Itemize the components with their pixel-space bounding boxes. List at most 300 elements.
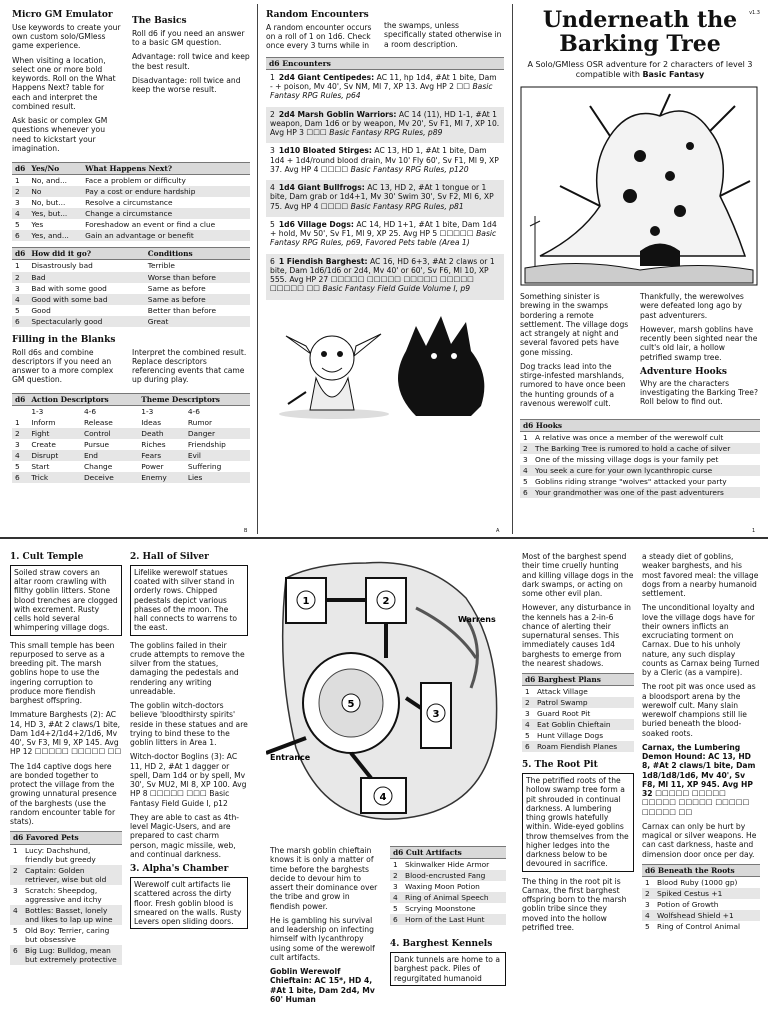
page-title-page xyxy=(520,8,760,498)
table-cell: Evil xyxy=(185,450,250,461)
table-cell: Control xyxy=(81,428,138,439)
list-item xyxy=(266,180,504,217)
table-row xyxy=(12,283,250,294)
paragraph: Interpret the combined result. Replace descriptors referencing events that came up during play. xyxy=(132,347,247,385)
paragraph: Thankfully, the werewolves were defeated long ago by past adventurers. xyxy=(640,292,744,320)
table-row xyxy=(12,472,250,483)
table-row xyxy=(12,230,250,241)
table-row xyxy=(520,476,760,487)
roll-number: 3 xyxy=(270,146,275,156)
monster-name: 2d4 Marsh Goblin Warriors: xyxy=(278,109,397,119)
table-row xyxy=(520,443,760,454)
table-cell: 1 xyxy=(523,433,528,443)
table-cell: Change a circumstance xyxy=(82,208,250,219)
table-cell: 4 xyxy=(642,910,654,921)
encounter-table-header: d6 Encounters xyxy=(266,57,504,70)
table-cell: 3 xyxy=(15,439,20,449)
monster-name: 1 Fiendish Barghest: xyxy=(278,256,368,266)
how-did-it-go-table xyxy=(12,247,250,326)
table-row xyxy=(642,888,760,899)
table-row xyxy=(520,487,760,498)
list-item xyxy=(266,217,504,254)
paragraph: The unconditional loyalty and love the village dogs have for their owners inflicts an excruciating torment on Carnax. Due to his unholy nature, any such display counts as Carnax being Turned by a Cleric (as a vampire). xyxy=(642,603,760,677)
column-header: d6 Favored Pets xyxy=(10,832,122,844)
sub-header: 1-3 xyxy=(31,406,44,416)
table-cell: 4 xyxy=(12,208,28,219)
table-cell: 3 xyxy=(15,198,20,208)
column-cult-temple xyxy=(10,552,122,965)
read-aloud-box: Dank tunnels are home to a barghest pack. Piles of regurgitated humanoid xyxy=(390,952,506,986)
table-cell: Pursue xyxy=(83,439,110,449)
table-cell: Death xyxy=(138,428,185,439)
table-cell: End xyxy=(81,450,138,461)
paragraph: When visiting a location, select one or more bold keywords. Roll on the What Happens Next? table for each and interpret the combined result. xyxy=(12,55,116,111)
table-cell: Your grandmother was one of the past adventurers xyxy=(532,487,760,498)
goblin-barghest-illustration xyxy=(266,306,501,426)
table-cell: Riches xyxy=(141,439,166,449)
source-ref: Basic Fantasy Field Guide Volume I, p9 xyxy=(322,284,471,294)
map-room-label: 4 xyxy=(379,792,387,803)
table-row xyxy=(10,945,122,965)
table-row xyxy=(522,719,634,730)
roll-number: 1 xyxy=(270,72,275,82)
page-number: B xyxy=(244,528,248,534)
column-header: Action Descriptors xyxy=(28,393,138,405)
section-title: 3. Alpha's Chamber xyxy=(130,864,229,875)
table-cell: One of the missing village dogs is your family pet xyxy=(535,455,719,465)
table-row xyxy=(10,844,122,865)
paragraph: Something sinister is brewing in the swamps bordering a remote settlement. The village dogs act strangely at night and several favored pets have gone missing. xyxy=(520,292,629,357)
map-room-label: 5 xyxy=(347,699,355,710)
roll-number: 4 xyxy=(270,183,275,193)
stat-block: Witch-doctor Boglins (3): AC 11, HD 2, #At 1 dagger or spell, Dam 1d4 or by spell, Mv 30', Sv MU2, Ml 8, XP 100. Avg HP 8 ☐☐☐☐☐ ☐☐☐ Basic Fantasy Field Guide I, p12 xyxy=(130,752,247,808)
table-cell: 6 xyxy=(12,316,28,327)
table-cell: Resolve a circumstance xyxy=(85,198,173,208)
read-aloud-box: Soiled straw covers an altar room crawling with filthy goblin litters. Stone blood trenches are clogged with excrement. Rusty cells hold several whimpering village dogs. xyxy=(10,565,122,636)
column-hall-of-silver xyxy=(130,552,248,934)
subtitle-text: A Solo/GMless OSR adventure for 2 characters of level 3 compatible with xyxy=(527,60,753,80)
source-ref: Basic Fantasy RPG Rules, p69, Favored Pets table (Area 1) xyxy=(270,229,497,248)
sub-header: 4-6 xyxy=(187,406,200,416)
table-cell: Skinwalker Hide Armor xyxy=(405,860,490,870)
table-cell: 5 xyxy=(15,305,20,315)
table-row xyxy=(520,465,760,476)
column-header: d6 Hooks xyxy=(520,420,760,432)
table-cell: 3 xyxy=(13,885,18,895)
paragraph: The 1d4 captive dogs here are bonded together to protect the village from the growing unnatural presence of the barghests (use the random encounter table for stats). xyxy=(10,761,117,827)
monster-name: 2d4 Giant Centipedes: xyxy=(278,72,375,82)
column-header: Theme Descriptors xyxy=(138,393,250,405)
table-cell: 3 xyxy=(525,709,530,719)
table-row xyxy=(12,272,250,283)
table-cell: 2 xyxy=(10,865,22,885)
column-header: Yes/No xyxy=(28,163,82,175)
sub-header: 1-3 xyxy=(141,406,154,416)
table-row xyxy=(10,885,122,905)
table-cell: 5 xyxy=(15,220,20,230)
table-cell: Release xyxy=(83,417,113,427)
table-row xyxy=(520,454,760,465)
column-barghest xyxy=(522,552,634,937)
page-number: 1 xyxy=(752,528,756,534)
section-title: 2. Hall of Silver xyxy=(130,552,209,562)
table-cell: Fears xyxy=(138,450,185,461)
table-cell: 1 xyxy=(15,261,20,271)
table-cell: Yes xyxy=(31,220,44,230)
map-label-entrance: Entrance xyxy=(270,753,311,762)
table-cell: Rumor xyxy=(187,417,213,427)
table-cell: Gain an advantage or benefit xyxy=(82,230,250,241)
table-cell: 3 xyxy=(15,283,20,293)
subtitle xyxy=(526,60,754,80)
read-aloud-box: Lifelike werewolf statues coated with silver stand in orderly rows. Chipped pedestals depict various phases of the moon. The hall connects to warrens to the east. xyxy=(130,565,248,636)
page-random-encounters xyxy=(266,10,504,428)
table-cell: Potion of Growth xyxy=(657,899,719,909)
table-cell: 1 xyxy=(15,176,20,186)
source-ref: Basic Fantasy RPG Rules, p120 xyxy=(350,164,469,174)
paragraph: This small temple has been repurposed to serve as a breeding pit. The marsh goblins hope to use the ingering corruption to produce more fiendish barghest offspring. xyxy=(10,640,115,706)
table-row xyxy=(12,305,250,316)
table-cell: Bad xyxy=(28,272,144,283)
beneath-roots-table xyxy=(642,864,760,932)
table-cell: No, and... xyxy=(31,176,68,186)
table-cell: 4 xyxy=(522,719,534,730)
table-cell: 1 xyxy=(645,877,650,887)
stat-text: AC 14 (11), HD 1-1, #At 1 weapon, Dam 1d6 or by weapon, Mv 20', Sv F1, Ml 7, XP 10. Avg HP 3 ☐☐☐ xyxy=(270,109,500,138)
table-cell: Create xyxy=(31,439,56,449)
table-row xyxy=(522,686,634,698)
table-cell: Spectacularly good xyxy=(28,316,144,327)
table-cell: Old Boy: Terrier, caring but obsessive xyxy=(25,925,110,944)
table-cell: Better than before xyxy=(147,305,217,315)
paragraph: the swamps, unless specifically stated otherwise in a room description. xyxy=(384,21,502,49)
column-artifacts xyxy=(390,846,506,991)
table-cell: 5 xyxy=(525,731,530,741)
table-cell: Guard Root Pit xyxy=(537,709,591,719)
table-cell: Spiked Cestus +1 xyxy=(654,888,760,899)
table-cell: Good xyxy=(31,305,51,315)
table-cell: Horn of the Last Hunt xyxy=(402,914,506,925)
table-cell: 4 xyxy=(10,905,22,925)
table-cell: Scrying Moonstone xyxy=(405,904,476,914)
paragraph: The root pit was once used as a bloodsport arena by the werewolf cult. Many slain werewolf champions still lie buried beneath the blood-soaked roots. xyxy=(642,682,756,738)
table-cell: Attack Village xyxy=(537,687,588,697)
paragraph: Use keywords to create your own custom solo/GMless game experience. xyxy=(12,22,121,51)
table-row xyxy=(522,741,634,752)
stat-text: AC 13, HD 1, #At 1 bite, Dam 1d4 + 1d4/round blood drain, Mv 10' Fly 60', Sv F1, Ml 9, XP 37. Avg HP 4 ☐☐☐☐ xyxy=(270,146,499,174)
list-item xyxy=(266,143,504,180)
paragraph: Most of the barghest spend their time cruelly hunting and killing village dogs in the dark swamps, or acting on some other evil plan. xyxy=(522,552,634,598)
section-title: Adventure Hooks xyxy=(640,366,727,377)
table-cell: Change xyxy=(83,461,113,471)
table-cell: Power xyxy=(141,461,164,471)
table-cell: Scratch: Sheepdog, aggressive and itchy xyxy=(25,885,102,904)
table-cell: Patrol Swamp xyxy=(534,697,634,708)
table-cell: 6 xyxy=(522,741,534,752)
map-label-warrens: Warrens xyxy=(458,615,496,624)
table-row xyxy=(522,708,634,719)
table-row xyxy=(12,186,250,197)
map-room-label: 3 xyxy=(432,709,440,720)
paragraph: Advantage: roll twice and keep the best result. xyxy=(132,52,250,71)
table-row xyxy=(642,876,760,888)
column-carnax xyxy=(642,552,760,932)
source-ref: Basic Fantasy RPG Rules, p64 xyxy=(270,82,493,101)
table-row xyxy=(12,219,250,230)
table-cell: Foreshadow an event or find a clue xyxy=(85,220,216,230)
section-title: Filling in the Blanks xyxy=(12,334,116,345)
table-cell: 5 xyxy=(13,925,18,935)
table-cell: Deceive xyxy=(81,472,138,483)
page-micro-gm xyxy=(12,10,250,483)
page-title xyxy=(520,8,760,56)
table-row xyxy=(390,859,506,871)
table-row xyxy=(390,892,506,903)
barghest-plans-table xyxy=(522,673,634,752)
paragraph: Ask basic or complex GM questions whenever you need to kickstart your imagination. xyxy=(12,116,108,153)
table-cell: Captain: Golden retriever, wise but old xyxy=(22,865,122,885)
stat-text: AC 11, hp 1d4, #At 1 bite, Dam - + poison, Mv 40', Sv NM, Ml 7, XP 13. Avg HP 2 ☐☐ xyxy=(270,72,497,92)
source-ref: Basic Fantasy RPG Rules, p89 xyxy=(329,128,443,138)
table-cell: Suffering xyxy=(187,461,222,471)
column-header: d6 Beneath the Roots xyxy=(642,864,760,876)
table-cell: Waxing Moon Potion xyxy=(405,882,480,892)
roll-number: 6 xyxy=(270,256,275,266)
table-row xyxy=(12,260,250,272)
divider xyxy=(0,537,768,539)
table-cell: Same as before xyxy=(145,294,250,305)
stat-text: AC 13, HD 2, #At 1 tongue or 1 bite, Dam grab or 1d4+1, Mv 30' Swim 30', Sv F2, Ml 6, XP 75. Avg HP 4 ☐☐☐☐ xyxy=(270,183,494,211)
table-row xyxy=(10,905,122,925)
table-cell: Good with some bad xyxy=(28,294,144,305)
table-cell: 4 xyxy=(12,294,28,305)
table-cell: Bad with some good xyxy=(31,283,107,293)
column-header: Conditions xyxy=(145,248,250,260)
table-cell: Disastrously bad xyxy=(31,261,93,271)
paragraph: a steady diet of goblins, weaker barghests, and his most favored meal: the village dogs from a nearby humanoid settlement. xyxy=(642,552,759,598)
stat-block: Immature Barghests (2): AC 14, HD 3, #At 2 claws/1 bite, Dam 1d4+2/1d4+2/1d6, Mv 40', Sv F3, Ml 9, XP 145. Avg HP 12 ☐☐☐☐☐ ☐☐☐☐☐ ☐☐ xyxy=(10,710,122,757)
version-label: v1.3 xyxy=(749,10,760,16)
table-cell: Blood Ruby (1000 gp) xyxy=(657,877,738,887)
table-row xyxy=(12,197,250,208)
table-cell: No xyxy=(28,186,82,197)
table-row xyxy=(12,417,250,428)
table-cell: Pay a cost or endure hardship xyxy=(82,186,250,197)
column-header: How did it go? xyxy=(28,248,144,260)
table-cell: Goblins riding strange "wolves" attacked your party xyxy=(535,477,727,487)
table-cell: Face a problem or difficulty xyxy=(85,176,186,186)
list-item xyxy=(266,107,504,144)
table-cell: 2 xyxy=(12,186,28,197)
descriptor-table xyxy=(12,393,250,483)
page-number: A xyxy=(496,528,500,534)
cult-artifacts-table xyxy=(390,846,506,925)
table-cell: Eat Goblin Chieftain xyxy=(534,719,634,730)
table-cell: 2 xyxy=(390,870,402,881)
table-cell: 6 xyxy=(12,230,28,241)
table-cell: 1 xyxy=(13,845,18,855)
section-title: 4. Barghest Kennels xyxy=(390,939,493,950)
hooks-table xyxy=(520,419,760,498)
table-row xyxy=(390,914,506,925)
table-cell: 2 xyxy=(520,443,532,454)
table-row xyxy=(12,461,250,472)
stat-text: AC 16, HD 6+3, #At 2 claws or 1 bite, Dam 1d6/1d6 or 2d4, Mv 40' or 60', Sv F6, Ml 10, XP 555. Avg HP 27 ☐☐☐☐☐ ☐☐☐☐☐ ☐☐☐☐☐ ☐☐☐☐☐ ☐☐☐☐☐ ☐☐ xyxy=(270,256,495,294)
table-cell: 3 xyxy=(645,899,650,909)
divider xyxy=(257,4,258,534)
map-room-label: 1 xyxy=(302,596,310,607)
table-cell: 2 xyxy=(12,272,28,283)
table-cell: 1 xyxy=(393,860,398,870)
roll-number: 5 xyxy=(270,219,275,229)
table-cell: Friendship xyxy=(187,439,226,449)
table-cell: Roam Fiendish Planes xyxy=(534,741,634,752)
monster-name: 1d6 Village Dogs: xyxy=(278,219,354,229)
column-header: d6 Barghest Plans xyxy=(522,674,634,686)
table-cell: Inform xyxy=(31,417,56,427)
table-cell: Ring of Animal Speech xyxy=(402,892,506,903)
title-line: Underneath the xyxy=(542,7,738,33)
table-row xyxy=(12,316,250,327)
table-cell: 5 xyxy=(645,921,650,931)
section-title: The Basics xyxy=(132,16,187,26)
table-cell: 1 xyxy=(525,687,530,697)
read-aloud-box: The petrified roots of the hollow swamp tree form a pit shrouded in continual darkness. A lumbering thing growls hatefully within. Wide-eyed goblins throw themselves from the higher ledges into the darkness below to be devoured in sacrifice. xyxy=(522,773,634,872)
paragraph: However, any disturbance in the kennels has a 2-in-6 chance of alerting their supernatural senses. This immediately causes 1d4 barghests to emerge from the nearest shadows. xyxy=(522,603,631,668)
table-row xyxy=(642,899,760,910)
stat-text: AC 14, HD 1+1, #At 1 bite, Dam 1d4 + hold, Mv 50', Sv F1, Ml 9, XP 25. Avg HP 5 ☐☐☐☐☐ xyxy=(270,219,497,239)
table-row xyxy=(642,921,760,932)
title-line: Barking Tree xyxy=(559,31,721,58)
map-room-label: 2 xyxy=(382,596,390,607)
section-title: Random Encounters xyxy=(266,10,369,20)
monster-name: 1d4 Giant Bullfrogs: xyxy=(278,183,365,193)
table-cell: 5 xyxy=(15,461,20,471)
table-cell: Worse than before xyxy=(145,272,250,283)
divider xyxy=(512,4,513,534)
table-cell: Start xyxy=(31,461,50,471)
table-cell: 2 xyxy=(642,888,654,899)
table-cell: Yes, but... xyxy=(28,208,82,219)
table-cell: 5 xyxy=(393,904,398,914)
barking-tree-illustration xyxy=(520,86,758,286)
table-cell: 6 xyxy=(10,945,22,965)
table-cell: Ring of Control Animal xyxy=(657,921,741,931)
table-cell: Bottles: Basset, lonely and likes to lap up wine xyxy=(22,905,122,925)
dungeon-map xyxy=(266,548,506,838)
paragraph: A random encounter occurs on a roll of 1 on 1d6. Check once every 3 turns while in xyxy=(266,22,372,51)
table-cell: Danger xyxy=(185,428,250,439)
table-cell: 4 xyxy=(12,450,28,461)
table-cell: No, but... xyxy=(31,198,66,208)
paragraph: However, marsh goblins have recently been sighted near the cult's old lair, a hollow petrified swamp tree. xyxy=(640,324,758,362)
table-cell: Enemy xyxy=(138,472,185,483)
table-row xyxy=(520,432,760,444)
section-title: Micro GM Emulator xyxy=(12,10,113,20)
table-cell: 3 xyxy=(393,882,398,892)
table-cell: 1 xyxy=(15,417,20,427)
table-row xyxy=(12,175,250,187)
paragraph: Roll d6s and combine descriptors if you need an answer to a more complex GM question. xyxy=(12,347,114,385)
favored-pets-table xyxy=(10,831,122,964)
column-header: What Happens Next? xyxy=(82,163,250,175)
stat-block: Carnax, the Lumbering Demon Hound: AC 13, HD 8, #At 2 claws/1 bite, Dam 1d8/1d8/1d6, Mv 40', Sv F8, Ml 11, XP 945. Avg HP 32 ☐☐☐☐☐ ☐☐☐☐☐ ☐☐☐☐☐ ☐☐☐☐☐ ☐☐☐☐☐ ☐☐☐☐☐ ☐☐ xyxy=(642,742,756,817)
table-row xyxy=(12,439,250,450)
table-cell: 3 xyxy=(523,455,528,465)
table-cell: Ideas xyxy=(141,417,162,427)
table-cell: 6 xyxy=(12,472,28,483)
table-cell: Terrible xyxy=(147,261,175,271)
table-cell: Disrupt xyxy=(28,450,81,461)
paragraph: Why are the characters investigating the Barking Tree? Roll below to find out. xyxy=(640,378,759,407)
table-row xyxy=(10,925,122,945)
table-row xyxy=(12,208,250,219)
table-cell: The Barking Tree is rumored to hold a cache of silver xyxy=(532,443,760,454)
table-cell: Lies xyxy=(185,472,250,483)
table-cell: Yes, and... xyxy=(28,230,82,241)
table-cell: Lucy: Dachshund, friendly but greedy xyxy=(25,845,96,864)
table-cell: Fight xyxy=(28,428,81,439)
table-row xyxy=(642,910,760,921)
table-cell: Blood-encrusted Fang xyxy=(402,870,506,881)
paragraph: Dog tracks lead into the stirge-infested marshlands, rumored to have once been the hunting grounds of a ravenous werewolf cult. xyxy=(520,361,626,408)
table-row xyxy=(390,870,506,881)
table-cell: Trick xyxy=(28,472,81,483)
table-cell: 4 xyxy=(390,892,402,903)
monster-name: 1d10 Bloated Stirges: xyxy=(278,146,372,156)
sub-header: 4-6 xyxy=(83,406,97,416)
paragraph: The thing in the root pit is Carnax, the first barghest offspring born to the marsh goblin tribe since they moved into the hollow petrified tree. xyxy=(522,876,627,932)
table-row xyxy=(12,428,250,439)
paragraph: The marsh goblin chieftain knows it is only a matter of time before the barghests decide to devour him to assert their dominance over the tribe and grow in fiendish power. xyxy=(270,846,378,911)
table-cell: A relative was once a member of the werewolf cult xyxy=(535,433,724,443)
paragraph: The goblins failed in their crude attempts to remove the silver from the statues, damaging the pedestals and rendering any writing unreadable. xyxy=(130,640,245,696)
section-title: 5. The Root Pit xyxy=(522,760,598,771)
paragraph: Disadvantage: roll twice and keep the worse result. xyxy=(132,75,241,95)
table-cell: Hunt Village Dogs xyxy=(537,731,604,741)
table-cell: Same as before xyxy=(147,283,206,293)
table-row xyxy=(12,294,250,305)
yes-no-table xyxy=(12,162,250,241)
table-cell: Wolfshead Shield +1 xyxy=(654,910,760,921)
table-cell: Big Lug: Bulldog, mean but extremely protective xyxy=(22,945,122,965)
table-cell: 2 xyxy=(12,428,28,439)
column-chieftain xyxy=(270,846,382,1009)
paragraph: The goblin witch-doctors believe 'bloodthirsty spirits' reside in these statues and are trying to bind these to the goblin litters in Area 1. xyxy=(130,701,248,748)
table-cell: You seek a cure for your own lycanthropic curse xyxy=(532,465,760,476)
paragraph: He is gambling his survival and leadership on infecting himself with lycanthropy using some of the werewolf cult artifacts. xyxy=(270,915,375,962)
column-header: d6 xyxy=(12,163,28,175)
subtitle-bold: Basic Fantasy xyxy=(642,70,705,80)
table-row xyxy=(522,697,634,708)
source-ref: Basic Fantasy RPG Rules, p81 xyxy=(350,201,464,211)
paragraph: They are able to cast as 4th-level Magic-Users, and are prepared to cast charm person, magic missile, web, and continual darkness. xyxy=(130,812,239,859)
table-cell: 4 xyxy=(520,465,532,476)
table-row xyxy=(10,865,122,885)
list-item xyxy=(266,254,504,300)
stat-block: Goblin Werewolf Chieftain: AC 15*, HD 4, #At 1 bite, Dam 2d4, Mv 60' Human xyxy=(270,967,375,1004)
paragraph: Carnax can only be hurt by magical or silver weapons. He can cast darkness, haste and dimension door once per day. xyxy=(642,821,757,859)
paragraph: Roll d6 if you need an answer to a basic GM question. xyxy=(132,28,245,48)
table-row xyxy=(390,903,506,914)
table-row xyxy=(12,450,250,461)
table-cell: 2 xyxy=(522,697,534,708)
table-row xyxy=(522,730,634,741)
read-aloud-box: Werewolf cult artifacts lie scattered across the dirty floor. Fresh goblin blood is smeared on the walls. Rusty Levers open sliding doors. xyxy=(130,877,248,929)
table-row xyxy=(390,881,506,892)
list-item xyxy=(266,70,504,107)
table-cell: 6 xyxy=(520,487,532,498)
